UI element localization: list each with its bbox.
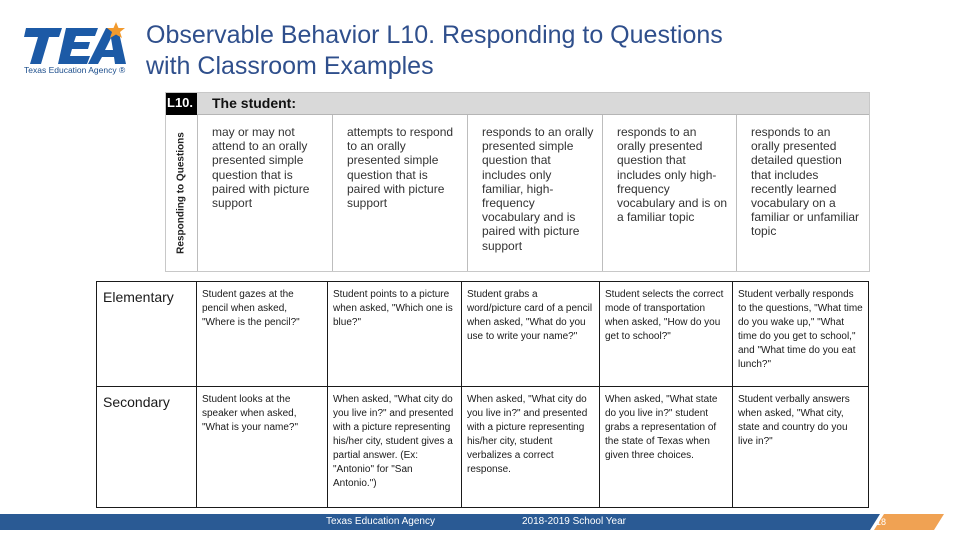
rubric-heading: The student: (212, 95, 296, 111)
tea-logo (22, 22, 132, 80)
example-cell: Student looks at the speaker when asked, "What is your name?" (197, 387, 328, 508)
rubric-image (165, 92, 870, 272)
example-cell: When asked, "What state do you live in?" student grabs a representation of the state of Texas when given three choices. (600, 387, 733, 508)
slide-title (146, 20, 906, 82)
example-cell: When asked, "What city do you live in?" and presented with a picture representing his/her city, student verbalizes a correct response. (462, 387, 600, 508)
rubric-column-5: responds to an orally presented detailed question that includes recently learned vocabulary on a familiar or unfamiliar topic (736, 115, 870, 272)
rubric-side-text: Responding to Questions (175, 132, 187, 254)
rubric-column-3: responds to an orally presented simple question that includes only familiar, high-frequency vocabulary and is paired with picture support (467, 115, 602, 272)
rubric-column-2: attempts to respond to an orally presented simple question that is paired with picture support (332, 115, 467, 272)
level-label-elementary: Elementary (97, 282, 197, 387)
page-number: 18 (876, 517, 887, 527)
footer-school-year: 2018-2019 School Year (522, 516, 626, 527)
table-row (97, 282, 869, 387)
level-label-secondary: Secondary (97, 387, 197, 508)
rubric-column-1: may or may not attend to an orally presented simple question that is paired with picture support (197, 115, 332, 272)
example-cell: Student gazes at the pencil when asked, "Where is the pencil?" (197, 282, 328, 387)
examples-table (96, 281, 869, 508)
footer-bar (0, 514, 960, 530)
title-line-2: with Classroom Examples (146, 52, 434, 80)
logo-subtitle: Texas Education Agency ® (24, 65, 126, 75)
rubric-column-4: responds to an orally presented question that includes only high-frequency vocabulary and is on a familiar topic (602, 115, 736, 272)
rubric-side-label (165, 115, 198, 272)
title-line-1: Observable Behavior L10. Responding to Questions (146, 21, 723, 49)
footer-agency: Texas Education Agency (326, 516, 435, 527)
example-cell: Student points to a picture when asked, "Which one is blue?" (328, 282, 462, 387)
example-cell: When asked, "What city do you live in?" and presented with a picture representing his/her city, student gives a partial answer. (Ex: "Antonio" for "San Antonio.") (328, 387, 462, 508)
rubric-code: L10. (165, 92, 197, 115)
example-cell: Student selects the correct mode of transportation when asked, "How do you get to school?" (600, 282, 733, 387)
example-cell: Student verbally answers when asked, "What city, state and country do you live in?" (733, 387, 869, 508)
example-cell: Student grabs a word/picture card of a pencil when asked, "What do you use to write your name?" (462, 282, 600, 387)
example-cell: Student verbally responds to the questions, "What time do you wake up," "What time do you get to school," and "What time do you eat lunch?" (733, 282, 869, 387)
table-row (97, 387, 869, 508)
tea-logo-mark (22, 22, 132, 66)
